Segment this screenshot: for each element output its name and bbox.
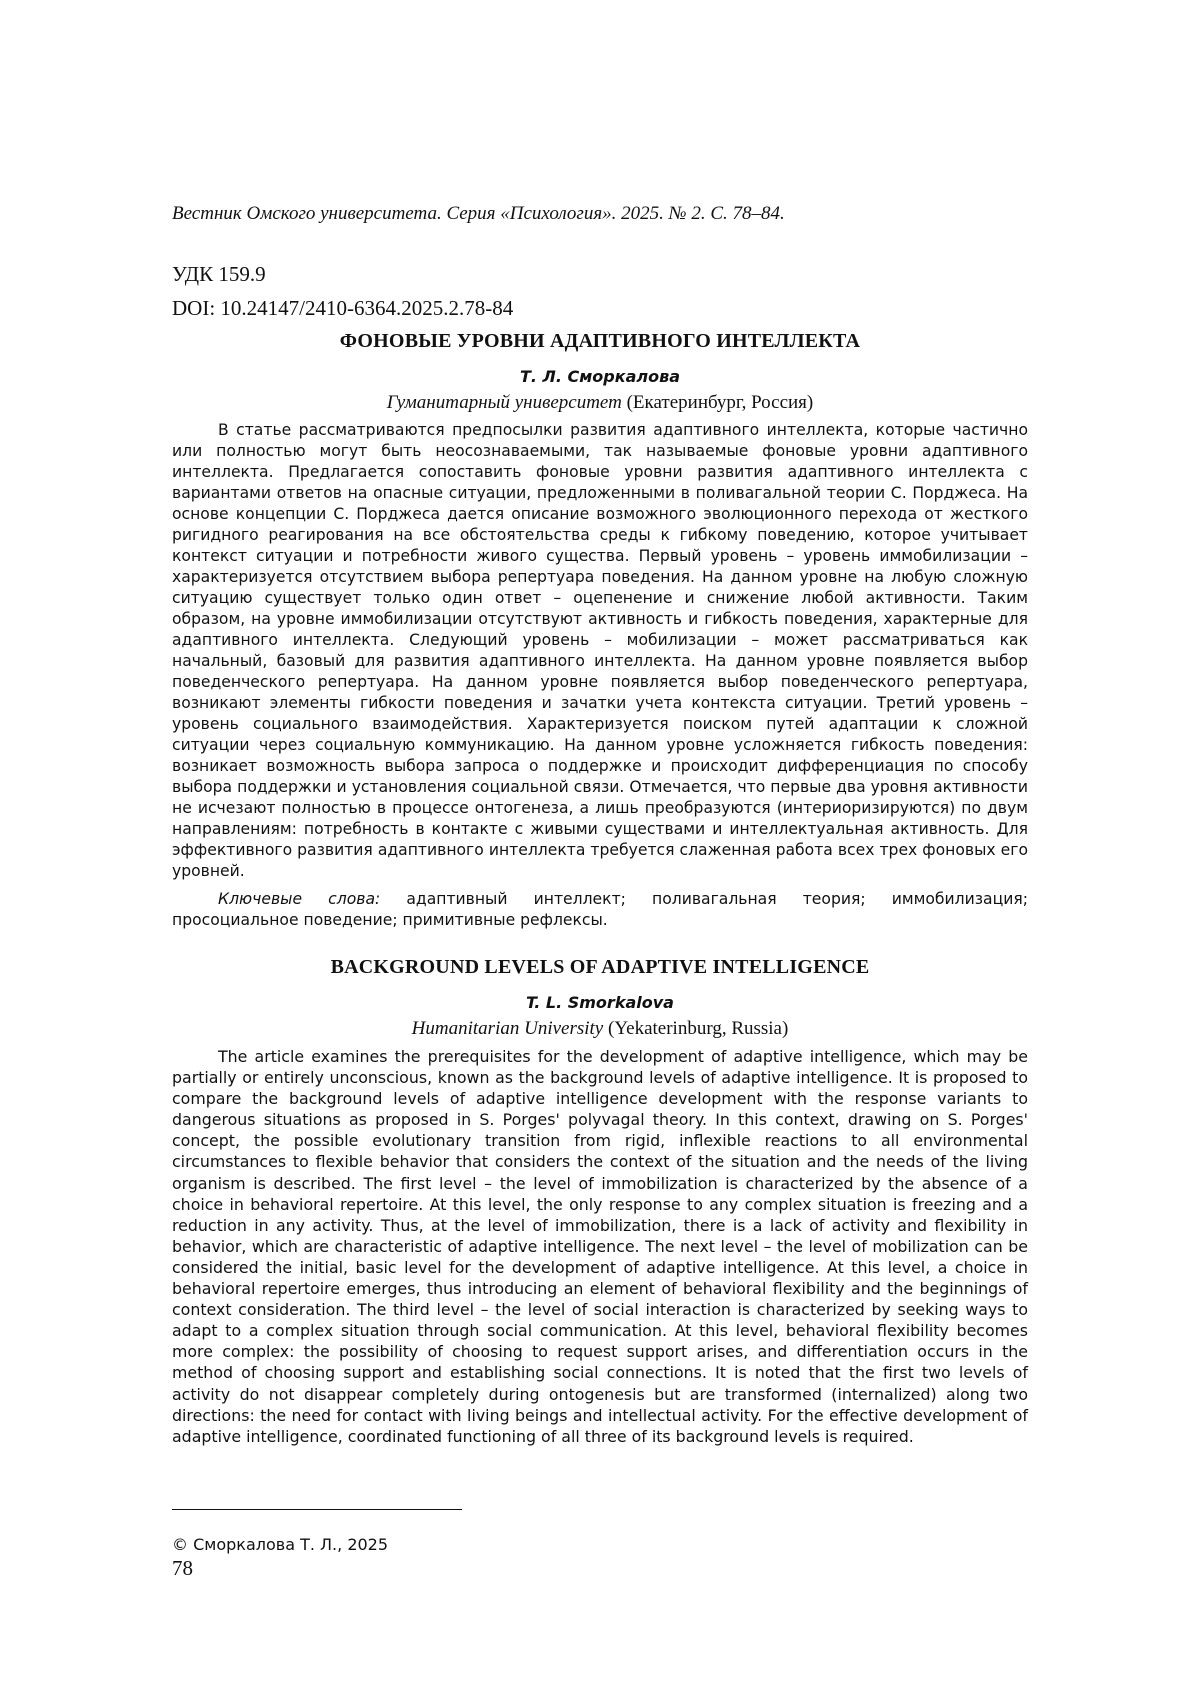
page-number: 78 [172, 1556, 193, 1580]
journal-reference: Вестник Омского университета. Серия «Психология». 2025. № 2. С. 78–84. [172, 203, 785, 224]
abstract-en: The article examines the prerequisites for the development of adaptive intelligence, which may be partially or entirely unconscious, known as the background levels of adaptive intelligence. It is proposed to compare the background levels of adaptive intelligence development with the response variants to dangerous situations as proposed in S. Porges' polyvagal theory. In this context, drawing on S. Porges' concept, the possible evolutionary transition from rigid, inflexible reactions to all environmental circumstances to flexible behavior that considers the context of the situation and the needs of the living organism is described. The first level – the level of immobilization is characterized by the absence of a choice in behavioral repertoire. At this level, the only response to any complex situation is freezing and a reduction in any activity. Thus, at the level of immobilization, there is a lack of activity and flexibility in behavior, which are characteristic of adaptive intelligence. The next level – the level of mobilization can be considered the initial, basic level for the development of adaptive intelligence. At this level, a choice in behavioral repertoire emerges, thus introducing an element of behavioral flexibility and the beginnings of context consideration. The third level – the level of social interaction is characterized by seeking ways to adapt to a complex situation through social communication. At this level, behavioral flexibility becomes more complex: the possibility of choosing to request support arises, and differentiation occurs in the method of choosing support and establishing social connections. It is noted that the first two levels of activity do not disappear completely during ontogenesis but are transformed (internalized) along two directions: the need for contact with living beings and intellectual activity. For the effective development of adaptive intelligence, coordinated functioning of all three of its background levels is required. [172, 1047, 1028, 1446]
doi: DOI: 10.24147/2410-6364.2025.2.78-84 [172, 296, 514, 320]
article-title-ru: ФОНОВЫЕ УРОВНИ АДАПТИВНОГО ИНТЕЛЛЕКТА [339, 330, 861, 352]
copyright: © Сморкалова Т. Л., 2025 [172, 1535, 389, 1554]
article-title-en: BACKGROUND LEVELS OF ADAPTIVE INTELLIGENCE [330, 956, 870, 978]
affiliation-name-en: Humanitarian University [411, 1018, 604, 1039]
footnote-rule [172, 1509, 462, 1510]
affiliation-ru [172, 392, 1028, 414]
affiliation-en [172, 1018, 1028, 1040]
author-ru: Т. Л. Сморкалова [519, 367, 681, 386]
affiliation-name-ru: Гуманитарный университет [386, 392, 622, 413]
affiliation-place-ru: (Екатеринбург, Россия) [621, 392, 814, 413]
author-en: T. L. Smorkalova [526, 993, 674, 1012]
abstract-ru: В статье рассматриваются предпосылки развития адаптивного интеллекта, которые частично или полностью могут быть неосознаваемыми, так называемые фоновые уровни адаптивного интеллекта. Предлагается сопоставить фоновые уровни развития адаптивного интеллекта с вариантами ответов на опасные ситуации, предложенными в поливагальной теории С. Порджеса. На основе концепции С. Порджеса дается описание возможного эволюционного перехода от жесткого ригидного реагирования на все обстоятельства среды к гибкому поведению, которое учитывает контекст ситуации и потребности живого существа. Первый уровень – уровень иммобилизации – характеризуется отсутствием выбора репертуара поведения. На данном уровне на любую сложную ситуацию существует только один ответ – оцепенение и снижение любой активности. Таким образом, на уровне иммобилизации отсутствуют активность и гибкость поведения, характерные для адаптивного интеллекта. Следующий уровень – мобилизации – может рассматриваться как начальный, базовый для развития адаптивного интеллекта. На данном уровне появляется выбор поведенческого репертуара. На данном уровне появляется выбор поведенческого репертуара, возникают элементы гибкости поведения и зачатки учета контекста ситуации. Третий уровень – уровень социального взаимодействия. Характеризуется поиском путей адаптации к сложной ситуации через социальную коммуникацию. На данном уровне усложняется гибкость поведения: возникает возможность выбора запроса о поддержке и происходит дифференциация по способу выбора поддержки и установления социальной связи. Отмечается, что первые два уровня активности не исчезают полностью в процессе онтогенеза, а лишь преобразуются (интериоризируются) по двум направлениям: потребность в контакте с живыми существами и интеллектуальная активность. Для эффективного развития адаптивного интеллекта требуется слаженная работа всех трех фоновых его уровней. [172, 421, 1028, 880]
keywords-label: Ключевые слова: [218, 890, 381, 908]
udk-code: УДК 159.9 [172, 262, 266, 286]
affiliation-place-en: (Yekaterinburg, Russia) [603, 1018, 789, 1039]
keywords-list: адаптивный интеллект; поливагальная теория; иммобилизация; просоциальное поведение; примитивные рефлексы. [172, 890, 1028, 929]
keywords-ru [172, 889, 1028, 931]
